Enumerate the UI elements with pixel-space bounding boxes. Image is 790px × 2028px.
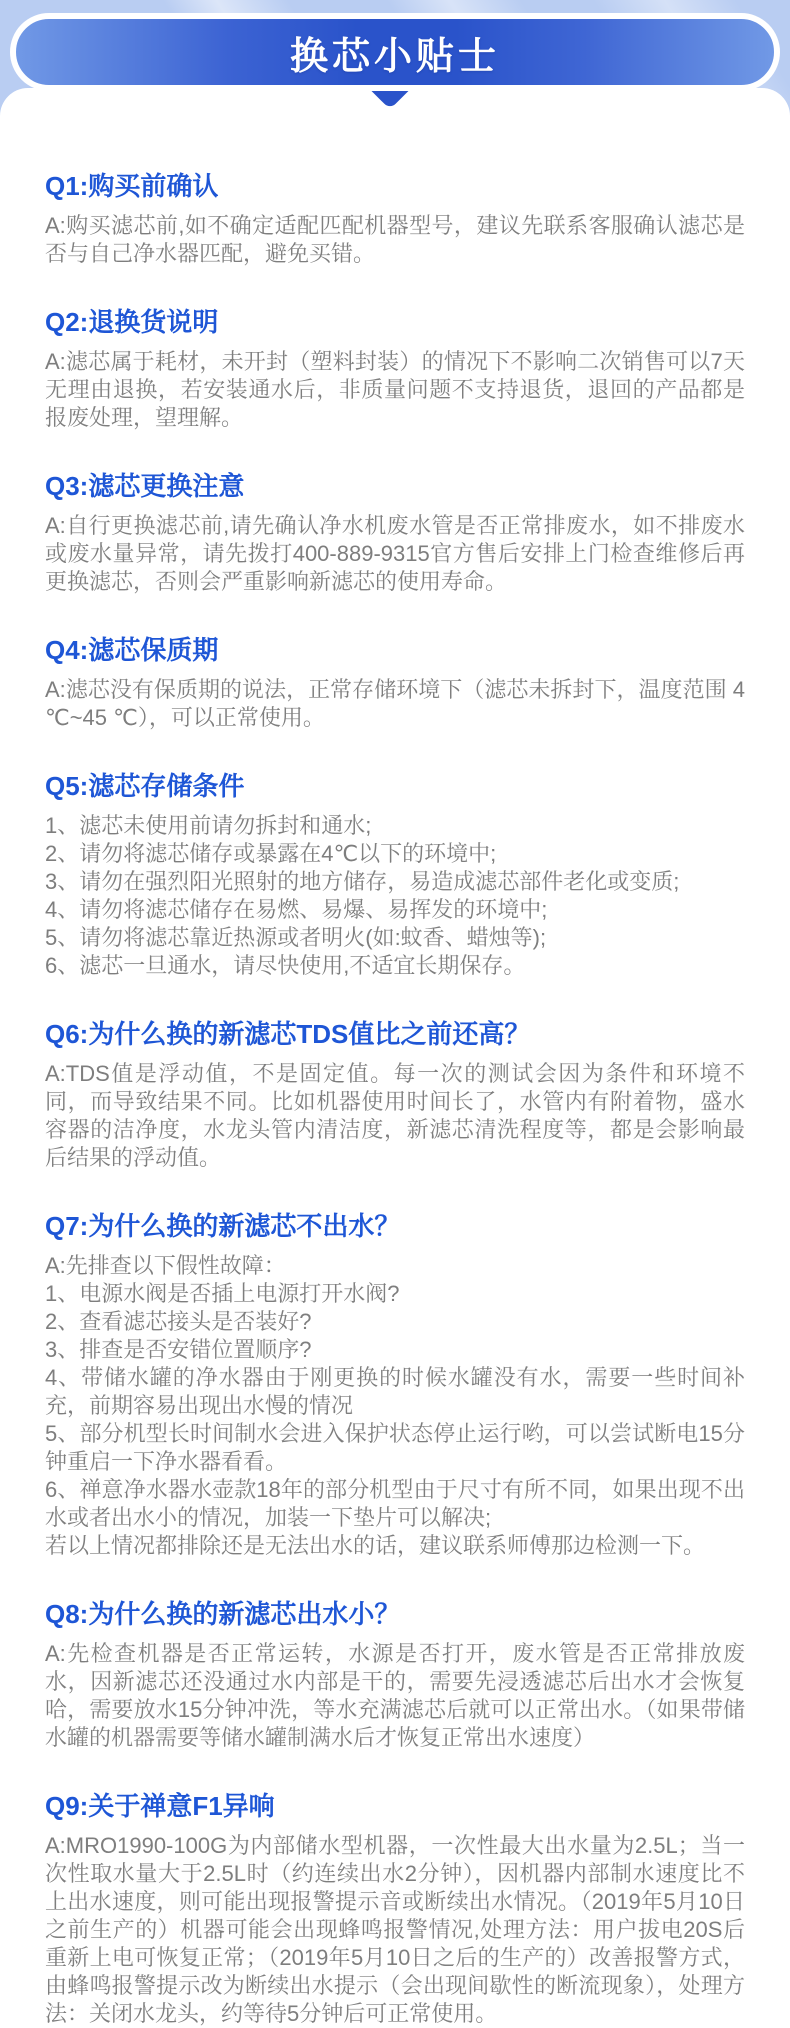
faq-answer-line: 6、滤芯一旦通水，请尽快使用,不适宜长期保存。	[45, 953, 526, 978]
faq-answer-line: A:MRO1990-100G为内部储水型机器，一次性最大出水量为2.5L；当一次性取水量大于2.5L时（约连续出水2分钟），因机器内部制水速度比不上出水速度，则可能出现报警提示音或断续出水情况。（2019年5月10日之前生产的）机器可能会出现蜂鸣报警情况,处理方法：用户拔电20S后重新上电可恢复正常；（2019年5月10日之后的生产的）改善报警方式，由蜂鸣报警提示改为断续出水提示（会出现间歇性的断流现象），处理方法：关闭水龙头，约等待5分钟后可正常使用。	[45, 1833, 745, 2026]
faq-answer-line: A:购买滤芯前,如不确定适配匹配机器型号，建议先联系客服确认滤芯是否与自己净水器匹配，避免买错。	[45, 213, 745, 266]
faq-section	[45, 470, 745, 596]
faq-answer-line: 3、排查是否安错位置顺序?	[45, 1337, 312, 1362]
content-card	[0, 88, 790, 2026]
faq-answer-line: 3、请勿在强烈阳光照射的地方储存，易造成滤芯部件老化或变质;	[45, 869, 680, 894]
faq-answer-line: 2、请勿将滤芯储存或暴露在4℃以下的环境中;	[45, 841, 497, 866]
faq-question: Q7:为什么换的新滤芯不出水？	[45, 1211, 401, 1241]
faq-answer-line: 1、滤芯未使用前请勿拆封和通水;	[45, 813, 372, 838]
faq-section	[45, 1790, 745, 2028]
page-title: 换芯小贴士	[289, 35, 500, 78]
faq-section	[45, 170, 745, 268]
faq-answer-line: 6、禅意净水器水壶款18年的部分机型由于尺寸有所不同，如果出现不出水或者出水小的情况，加装一下垫片可以解决;	[45, 1477, 745, 1530]
faq-section	[45, 1598, 745, 1752]
title-banner	[10, 13, 780, 91]
faq-answer-line: A:滤芯属于耗材，未开封（塑料封装）的情况下不影响二次销售可以7天无理由退换，若安装通水后，非质量问题不支持退货，退回的产品都是报废处理，望理解。	[45, 349, 745, 430]
faq-answer-line: A:先检查机器是否正常运转，水源是否打开，废水管是否正常排放废水，因新滤芯还没通过水内部是干的，需要先浸透滤芯后出水才会恢复哈，需要放水15分钟冲洗，等水充满滤芯后就可以正常出水。（如果带储水罐的机器需要等储水罐制满水后才恢复正常出水速度）	[45, 1641, 745, 1750]
faq-question: Q8:为什么换的新滤芯出水小？	[45, 1599, 401, 1629]
faq-section	[45, 1018, 745, 1172]
faq-answer-line: A:滤芯没有保质期的说法，正常存储环境下（滤芯未拆封下，温度范围 4 ℃~45 ℃），可以正常使用。	[45, 677, 745, 730]
faq-answer-line: 若以上情况都排除还是无法出水的话，建议联系师傅那边检测一下。	[45, 1533, 706, 1558]
faq-answer-line: A:自行更换滤芯前,请先确认净水机废水管是否正常排废水，如不排废水或废水量异常，请先拨打400-889-9315官方售后安排上门检查维修后再更换滤芯，否则会严重影响新滤芯的使用寿命。	[45, 513, 745, 594]
faq-question: Q5:滤芯存储条件	[45, 771, 245, 801]
faq-answer-line: 5、部分机型长时间制水会进入保护状态停止运行哟，可以尝试断电15分钟重启一下净水器看看。	[45, 1421, 745, 1474]
faq-answer-line: 1、电源水阀是否插上电源打开水阀?	[45, 1281, 400, 1306]
faq-answer-line: A:先排查以下假性故障：	[45, 1253, 286, 1278]
faq-question: Q2:退换货说明	[45, 307, 219, 337]
faq-answer-line: 2、查看滤芯接头是否装好?	[45, 1309, 312, 1334]
faq-section	[45, 770, 745, 980]
faq-answer-line: 5、请勿将滤芯靠近热源或者明火(如:蚊香、蜡烛等);	[45, 925, 547, 950]
faq-question: Q1:购买前确认	[45, 171, 219, 201]
faq-answer-line: 4、请勿将滤芯储存在易燃、易爆、易挥发的环境中;	[45, 897, 548, 922]
faq-section	[45, 634, 745, 732]
faq-list	[45, 170, 745, 2028]
faq-answer-line: 4、带储水罐的净水器由于刚更换的时候水罐没有水，需要一些时间补充，前期容易出现出水慢的情况	[45, 1365, 745, 1418]
faq-section	[45, 1210, 745, 1560]
faq-question: Q3:滤芯更换注意	[45, 471, 245, 501]
faq-question: Q4:滤芯保质期	[45, 635, 219, 665]
faq-question: Q6:为什么换的新滤芯TDS值比之前还高？	[45, 1019, 531, 1049]
faq-answer-line: A:TDS值是浮动值，不是固定值。每一次的测试会因为条件和环境不同，而导致结果不同。比如机器使用时间长了，水管内有附着物，盛水容器的洁净度，水龙头管内清洁度，新滤芯清洗程度等，都是会影响最后结果的浮动值。	[45, 1061, 745, 1170]
faq-section	[45, 306, 745, 432]
faq-question: Q9:关于禅意F1异响	[45, 1791, 275, 1821]
